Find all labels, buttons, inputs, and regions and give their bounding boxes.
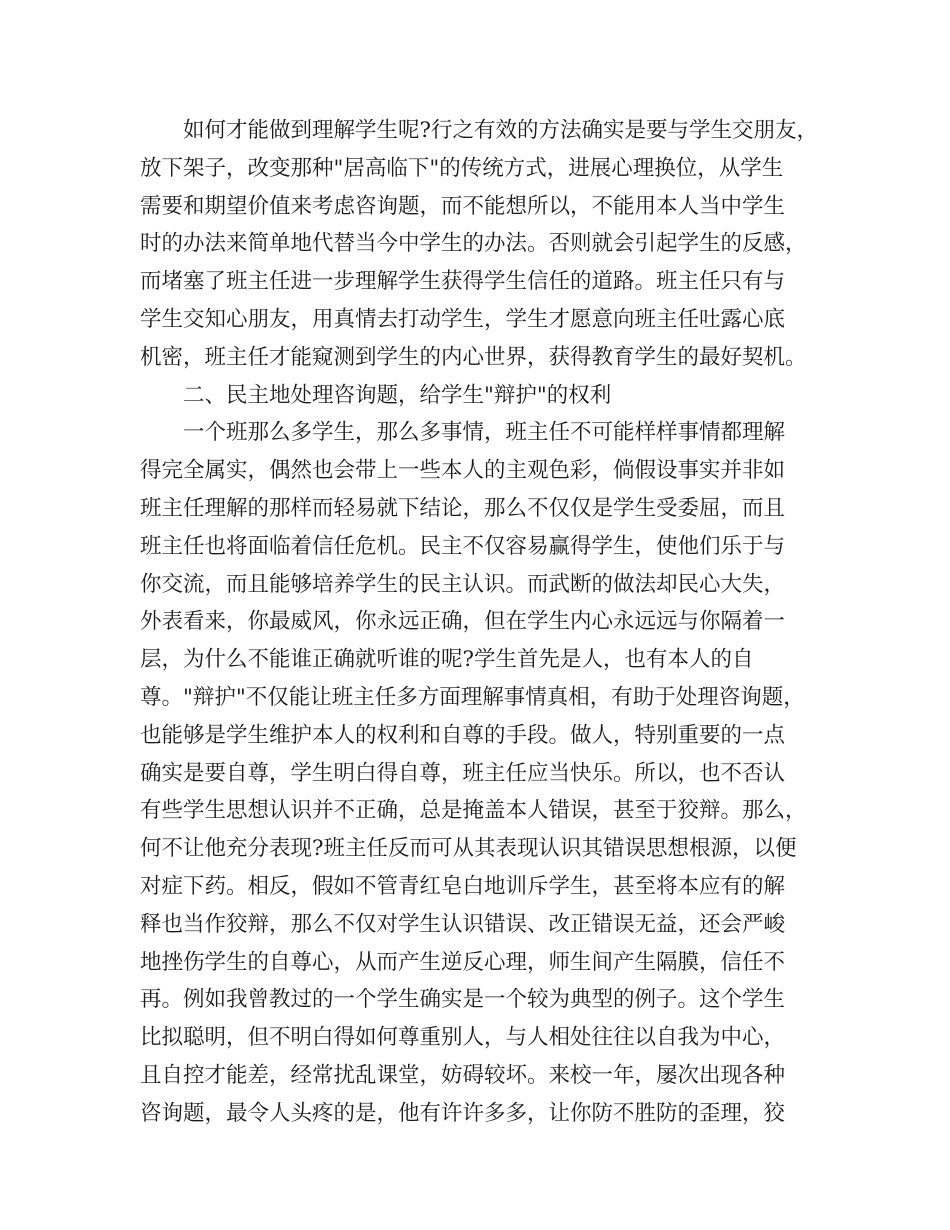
text-line: 如何才能做到理解学生呢?行之有效的方法确实是要与学生交朋友， [183,118,819,143]
text-line: 何不让他充分表现?班主任反而可从其表现认识其错误思想根源，以便 [140,836,797,862]
text-line: 对症下药。相反，假如不管青红皂白地训斥学生，甚至将本应有的解 [140,873,786,899]
text-line: 尊。"辩护"不仅能让班主任多方面理解事情真相，有助于处理咨询题， [140,684,805,710]
text-line: 释也当作狡辩，那么不仅对学生认识错误、改正错误无益，还会严峻 [140,911,786,937]
text-line: 一个班那么多学生，那么多事情，班主任不可能样样事情都理解 [183,420,786,446]
text-line: 有些学生思想认识并不正确，总是掩盖本人错误，甚至于狡辩。那么， [140,798,807,824]
text-line: 需要和期望价值来考虑咨询题，而不能想所以，不能用本人当中学生 [140,193,786,219]
text-line: 二、民主地处理咨询题，给学生"辩护"的权利 [183,382,612,408]
text-line: 确实是要自尊，学生明白得自尊，班主任应当快乐。所以，也不否认 [140,760,786,786]
text-line: 而堵塞了班主任进一步理解学生获得学生信任的道路。班主任只有与 [140,269,786,295]
text-line: 外表看来，你最威风，你永远正确，但在学生内心永远远与你隔着一 [140,609,786,635]
text-line: 放下架子，改变那种"居高临下"的传统方式，进展心理换位，从学生 [140,155,784,181]
text-line: 咨询题，最令人头疼的是，他有许许多多，让你防不胜防的歪理，狡 [140,1100,786,1126]
text-line: 再。例如我曾教过的一个学生确实是一个较为典型的例子。这个学生 [140,987,786,1013]
text-line: 班主任理解的那样而轻易就下结论，那么不仅仅是学生受委屈，而且 [140,495,786,521]
text-line: 且自控才能差，经常扰乱课堂，妨碍较坏。来校一年，屡次出现各种 [140,1062,786,1088]
text-line: 比拟聪明，但不明白得如何尊重别人，与人相处往往以自我为中心， [140,1025,786,1051]
document-body [140,112,830,1133]
text-line: 学生交知心朋友，用真情去打动学生，学生才愿意向班主任吐露心底 [140,306,786,332]
text-line: 班主任也将面临着信任危机。民主不仅容易赢得学生，使他们乐于与 [140,533,786,559]
text-line: 机密，班主任才能窥测到学生的内心世界，获得教育学生的最好契机。 [140,344,807,370]
text-line: 时的办法来简单地代替当今中学生的办法。否则就会引起学生的反感， [140,231,807,257]
text-line: 得完全属实，偶然也会带上一些本人的主观色彩，倘假设事实并非如 [140,458,786,484]
text-line: 层，为什么不能谁正确就听谁的呢?学生首先是人，也有本人的自 [140,647,754,673]
text-line: 也能够是学生维护本人的权利和自尊的手段。做人，特别重要的一点 [140,722,786,748]
text-line: 地挫伤学生的自尊心，从而产生逆反心理，师生间产生隔膜，信任不 [140,949,786,975]
text-line: 你交流，而且能够培养学生的民主认识。而武断的做法却民心大失， [140,571,786,597]
